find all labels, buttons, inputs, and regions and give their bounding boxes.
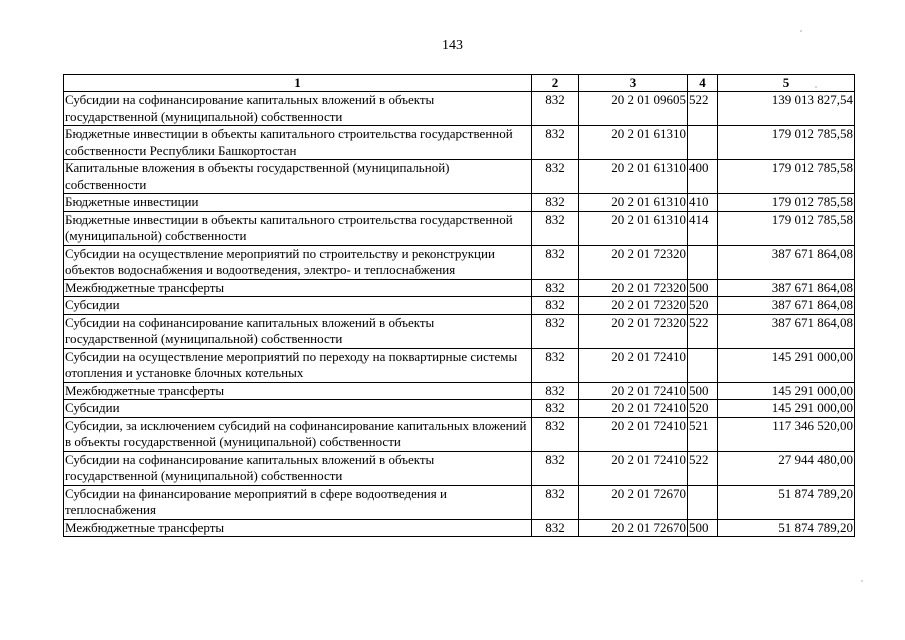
- header-col-1: 1: [64, 75, 532, 92]
- row-name-cell: Капитальные вложения в объекты государственной (муниципальной) собственности: [64, 160, 532, 194]
- row-name-cell: Бюджетные инвестиции в объекты капитального строительства государственной (муниципальной) собственности: [64, 211, 532, 245]
- header-col-4: 4: [688, 75, 718, 92]
- row-target-code-cell: 20 2 01 72320: [579, 279, 688, 297]
- row-name-cell: Бюджетные инвестиции в объекты капитального строительства государственной собственности Республики Башкортостан: [64, 126, 532, 160]
- table-row: [64, 211, 855, 245]
- header-col-5: 5: [718, 75, 855, 92]
- row-amount-cell: 139 013 827,54: [718, 92, 855, 126]
- row-amount-cell: 145 291 000,00: [718, 400, 855, 418]
- row-admin-code-cell: 832: [532, 417, 579, 451]
- table-row: [64, 314, 855, 348]
- table-row: [64, 194, 855, 212]
- budget-table: [63, 74, 855, 537]
- row-admin-code-cell: 832: [532, 92, 579, 126]
- scan-speck: [815, 86, 817, 88]
- row-target-code-cell: 20 2 01 61310: [579, 160, 688, 194]
- row-admin-code-cell: 832: [532, 382, 579, 400]
- row-expense-type-cell: [688, 348, 718, 382]
- table-row: [64, 382, 855, 400]
- row-amount-cell: 387 671 864,08: [718, 279, 855, 297]
- row-name-cell: Межбюджетные трансферты: [64, 382, 532, 400]
- row-amount-cell: 145 291 000,00: [718, 382, 855, 400]
- table-row: [64, 400, 855, 418]
- row-admin-code-cell: 832: [532, 519, 579, 537]
- row-admin-code-cell: 832: [532, 194, 579, 212]
- row-amount-cell: 179 012 785,58: [718, 211, 855, 245]
- row-target-code-cell: 20 2 01 61310: [579, 194, 688, 212]
- table-row: [64, 279, 855, 297]
- row-expense-type-cell: 400: [688, 160, 718, 194]
- table-row: [64, 245, 855, 279]
- row-admin-code-cell: 832: [532, 126, 579, 160]
- row-name-cell: Субсидии на софинансирование капитальных вложений в объекты государственной (муниципальной) собственности: [64, 92, 532, 126]
- row-amount-cell: 387 671 864,08: [718, 245, 855, 279]
- row-amount-cell: 27 944 480,00: [718, 451, 855, 485]
- row-expense-type-cell: 522: [688, 451, 718, 485]
- table-header-row: [64, 75, 855, 92]
- table-row: [64, 485, 855, 519]
- scan-speck: [800, 30, 802, 32]
- row-target-code-cell: 20 2 01 72410: [579, 417, 688, 451]
- table-row: [64, 451, 855, 485]
- row-expense-type-cell: 414: [688, 211, 718, 245]
- row-target-code-cell: 20 2 01 72410: [579, 400, 688, 418]
- row-expense-type-cell: 500: [688, 519, 718, 537]
- table-row: [64, 417, 855, 451]
- row-name-cell: Межбюджетные трансферты: [64, 279, 532, 297]
- row-name-cell: Субсидии, за исключением субсидий на софинансирование капитальных вложений в объекты государственной (муниципальной) собственности: [64, 417, 532, 451]
- row-target-code-cell: 20 2 01 72320: [579, 314, 688, 348]
- row-expense-type-cell: [688, 245, 718, 279]
- row-expense-type-cell: 500: [688, 279, 718, 297]
- row-amount-cell: 51 874 789,20: [718, 485, 855, 519]
- row-amount-cell: 387 671 864,08: [718, 297, 855, 315]
- row-admin-code-cell: 832: [532, 160, 579, 194]
- row-name-cell: Субсидии на софинансирование капитальных вложений в объекты государственной (муниципальной) собственности: [64, 314, 532, 348]
- row-target-code-cell: 20 2 01 61310: [579, 126, 688, 160]
- row-amount-cell: 179 012 785,58: [718, 160, 855, 194]
- row-target-code-cell: 20 2 01 72410: [579, 451, 688, 485]
- row-expense-type-cell: [688, 485, 718, 519]
- row-target-code-cell: 20 2 01 72410: [579, 348, 688, 382]
- table-row: [64, 126, 855, 160]
- row-expense-type-cell: 521: [688, 417, 718, 451]
- row-target-code-cell: 20 2 01 72670: [579, 519, 688, 537]
- row-target-code-cell: 20 2 01 72320: [579, 297, 688, 315]
- row-name-cell: Межбюджетные трансферты: [64, 519, 532, 537]
- row-admin-code-cell: 832: [532, 485, 579, 519]
- row-admin-code-cell: 832: [532, 279, 579, 297]
- row-admin-code-cell: 832: [532, 400, 579, 418]
- row-expense-type-cell: 520: [688, 297, 718, 315]
- row-expense-type-cell: 410: [688, 194, 718, 212]
- scan-speck: [861, 580, 863, 582]
- row-amount-cell: 145 291 000,00: [718, 348, 855, 382]
- row-amount-cell: 387 671 864,08: [718, 314, 855, 348]
- row-expense-type-cell: 500: [688, 382, 718, 400]
- row-amount-cell: 179 012 785,58: [718, 194, 855, 212]
- row-target-code-cell: 20 2 01 09605: [579, 92, 688, 126]
- row-name-cell: Субсидии на финансирование мероприятий в сфере водоотведения и теплоснабжения: [64, 485, 532, 519]
- row-admin-code-cell: 832: [532, 314, 579, 348]
- row-name-cell: Субсидии на софинансирование капитальных вложений в объекты государственной (муниципальной) собственности: [64, 451, 532, 485]
- row-name-cell: Бюджетные инвестиции: [64, 194, 532, 212]
- row-target-code-cell: 20 2 01 72320: [579, 245, 688, 279]
- row-target-code-cell: 20 2 01 72410: [579, 382, 688, 400]
- table-row: [64, 92, 855, 126]
- row-amount-cell: 117 346 520,00: [718, 417, 855, 451]
- row-expense-type-cell: 520: [688, 400, 718, 418]
- row-name-cell: Субсидии на осуществление мероприятий по переходу на поквартирные системы отопления и установке блочных котельных: [64, 348, 532, 382]
- row-amount-cell: 51 874 789,20: [718, 519, 855, 537]
- table-row: [64, 297, 855, 315]
- page-number: 143: [442, 38, 463, 53]
- row-admin-code-cell: 832: [532, 451, 579, 485]
- row-expense-type-cell: [688, 126, 718, 160]
- row-name-cell: Субсидии: [64, 297, 532, 315]
- table-row: [64, 160, 855, 194]
- header-col-2: 2: [532, 75, 579, 92]
- row-name-cell: Субсидии на осуществление мероприятий по строительству и реконструкции объектов водоснабжения и водоотведения, электро- и теплоснабжения: [64, 245, 532, 279]
- row-amount-cell: 179 012 785,58: [718, 126, 855, 160]
- row-target-code-cell: 20 2 01 61310: [579, 211, 688, 245]
- row-admin-code-cell: 832: [532, 297, 579, 315]
- table-row: [64, 519, 855, 537]
- row-admin-code-cell: 832: [532, 348, 579, 382]
- row-admin-code-cell: 832: [532, 245, 579, 279]
- header-col-3: 3: [579, 75, 688, 92]
- row-admin-code-cell: 832: [532, 211, 579, 245]
- row-expense-type-cell: 522: [688, 314, 718, 348]
- row-expense-type-cell: 522: [688, 92, 718, 126]
- table-body: [64, 92, 855, 537]
- table-row: [64, 348, 855, 382]
- row-name-cell: Субсидии: [64, 400, 532, 418]
- row-target-code-cell: 20 2 01 72670: [579, 485, 688, 519]
